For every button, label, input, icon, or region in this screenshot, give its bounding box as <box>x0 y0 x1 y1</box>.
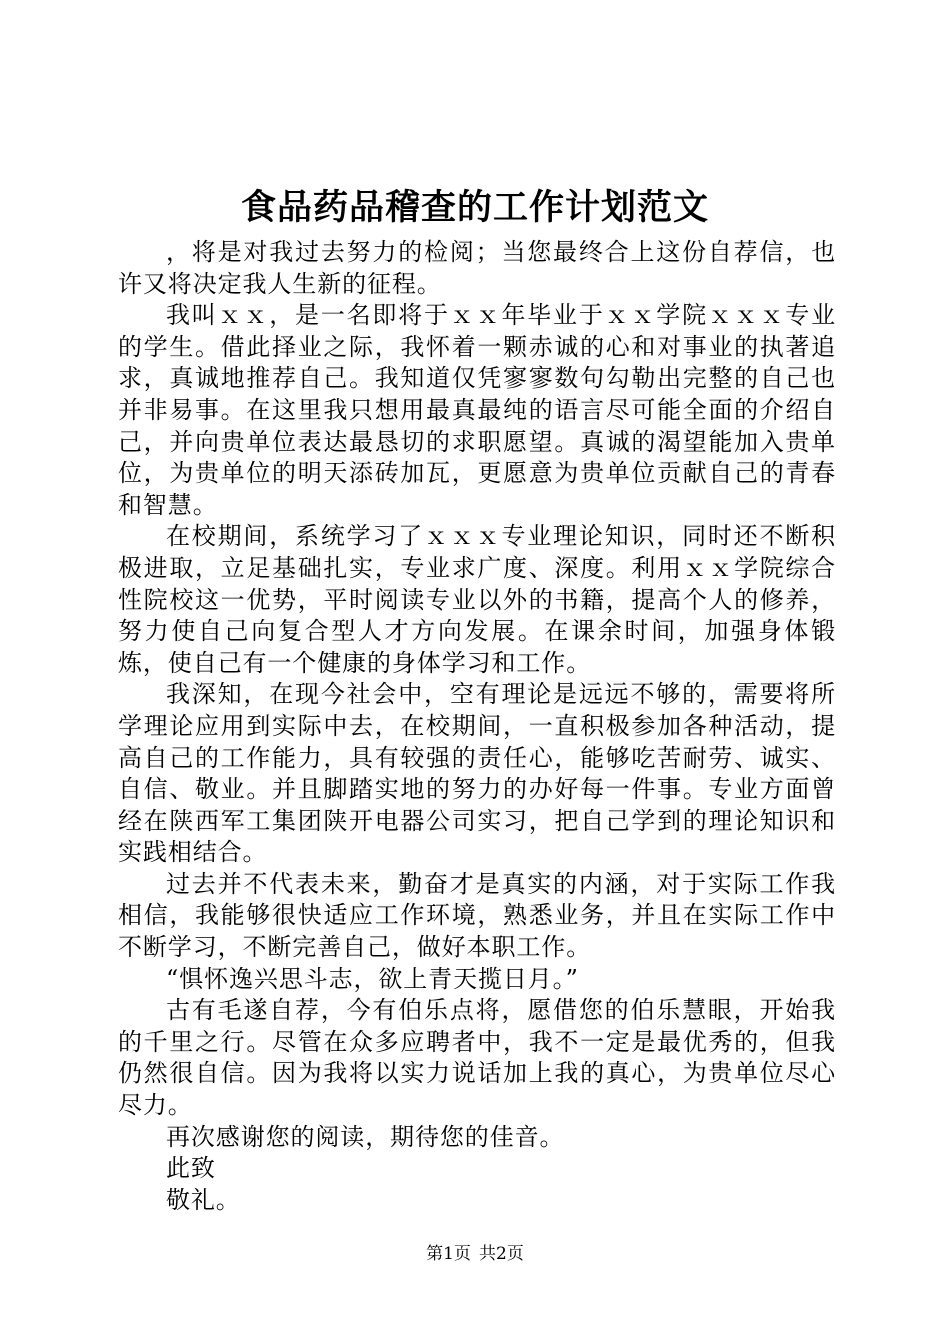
paragraph-quote: “惧怀逸兴思斗志，欲上青天揽日月。” <box>166 964 579 993</box>
document-body <box>118 237 836 1216</box>
paragraph-practice: 我深知，在现今社会中，空有理论是远远不够的，需要将所学理论应用到实际中去，在校期间，一直积极参加各种活动，提高自己的工作能力，具有较强的责任心，能够吃苦耐劳、诚实、自信、敬业。并且脚踏实地的努力的办好每一件事。专业方面曾经在陕西军工集团陕开电器公司实习，把自己学到的理论知识和实践相结合。 <box>118 680 836 867</box>
page-footer <box>0 1243 950 1265</box>
page-total: 共2页 <box>479 1244 524 1264</box>
paragraph-closing: 此致 <box>166 1154 216 1183</box>
paragraph-intro: ，将是对我过去努力的检阅；当您最终合上这份自荐信，也许又将决定我人生新的征程。 <box>118 238 836 298</box>
paragraph-future: 过去并不代表未来，勤奋才是真实的内涵，对于实际工作我相信，我能够很快适应工作环境，熟悉业务，并且在实际工作中不断学习，不断完善自己，做好本职工作。 <box>118 869 836 962</box>
paragraph-thanks: 再次感谢您的阅读，期待您的佳音。 <box>166 1122 565 1151</box>
paragraph-self-recommendation: 古有毛遂自荐，今有伯乐点将，愿借您的伯乐慧眼，开始我的千里之行。尽管在众多应聘者中，我不一定是最优秀的，但我仍然很自信。因为我将以实力说话加上我的真心，为贵单位尽心尽力。 <box>118 996 836 1120</box>
document-title: 食品药品稽查的工作计划范文 <box>240 187 709 228</box>
paragraph-school-study: 在校期间，系统学习了ｘｘｘ专业理论知识，同时还不断积极进取，立足基础扎实，专业求广度、深度。利用ｘｘ学院综合性院校这一优势，平时阅读专业以外的书籍，提高个人的修养，努力使自己向复合型人才方向发展。在课余时间，加强身体锻炼，使自己有一个健康的身体学习和工作。 <box>118 522 836 677</box>
paragraph-self-introduction: 我叫ｘｘ，是一名即将于ｘｘ年毕业于ｘｘ学院ｘｘｘ专业的学生。借此择业之际，我怀着一颗赤诚的心和对事业的执著追求，真诚地推荐自己。我知道仅凭寥寥数句勾勒出完整的自己也并非易事。在这里我只想用最真最纯的语言尽可能全面的介绍自己，并向贵单位表达最恳切的求职愿望。真诚的渴望能加入贵单位，为贵单位的明天添砖加瓦，更愿意为贵单位贡献自己的青春和智慧。 <box>118 301 836 519</box>
paragraph-salutation: 敬礼。 <box>166 1185 241 1214</box>
page-number: 第1页 <box>426 1244 471 1264</box>
